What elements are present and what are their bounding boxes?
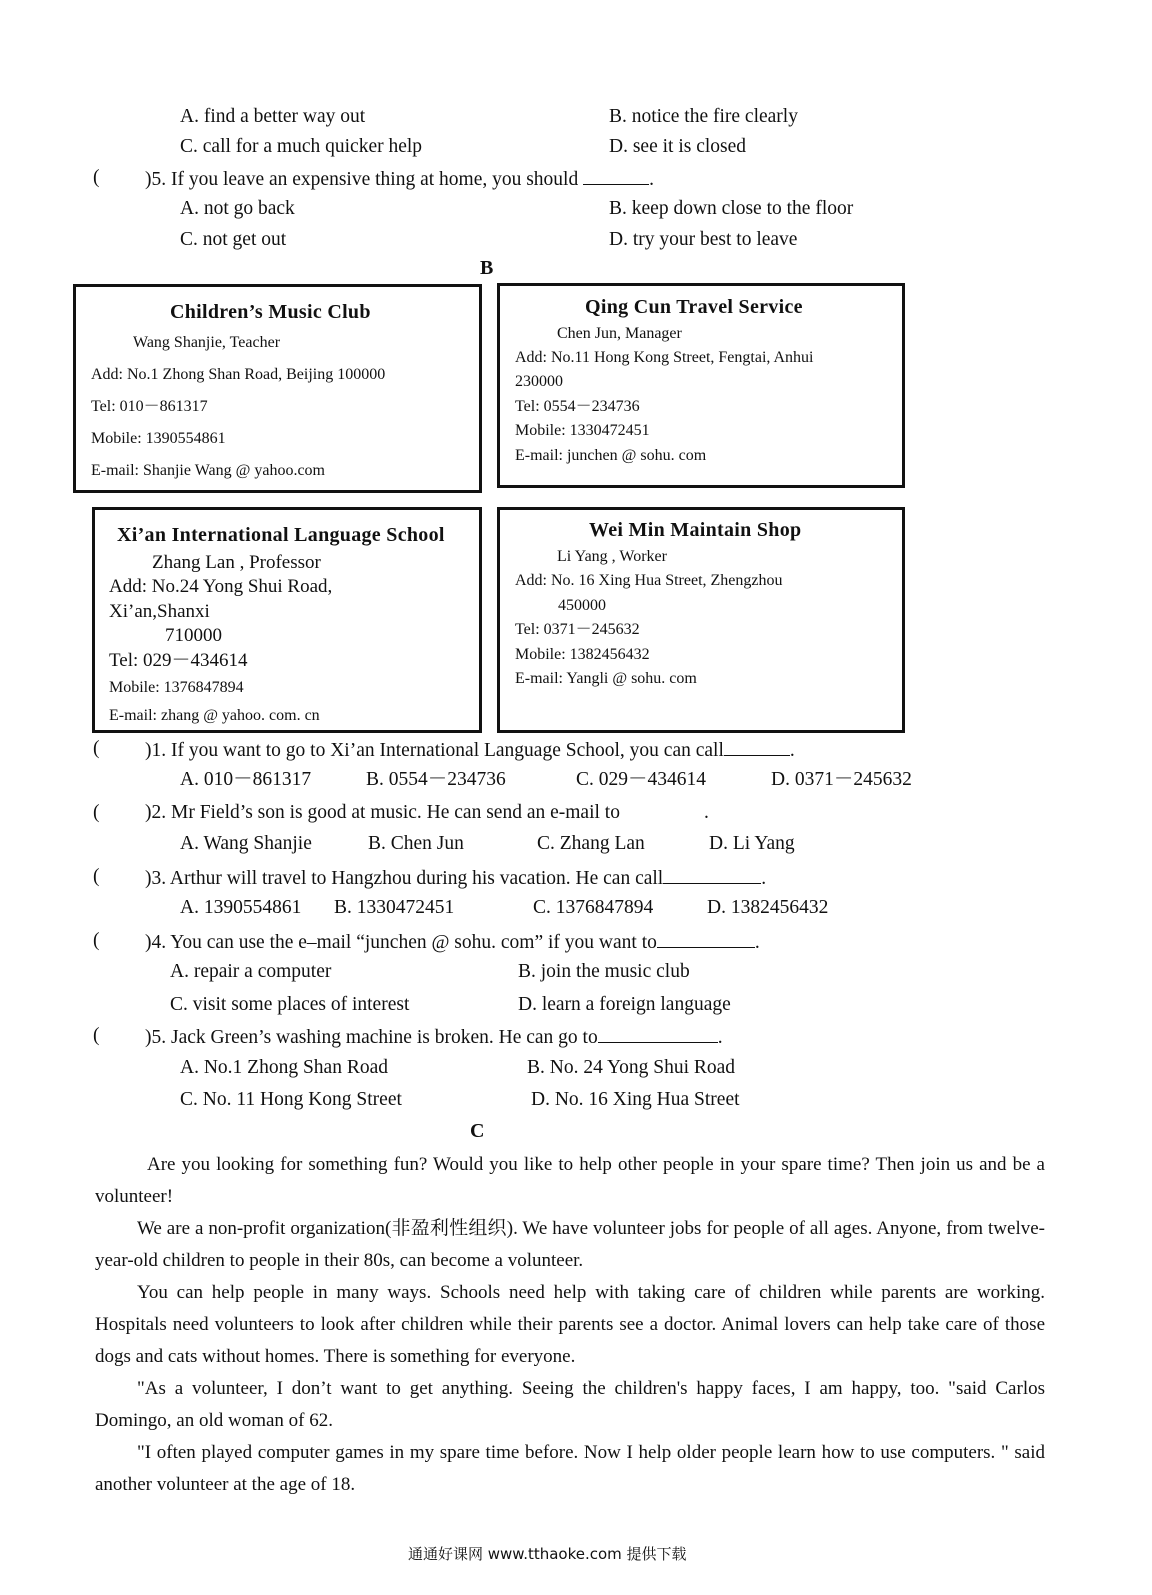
card-email: E-mail: zhang @ yahoo. com. cn	[109, 707, 320, 724]
card-title: Qing Cun Travel Service	[585, 296, 803, 318]
card-travel-service	[497, 283, 905, 488]
q5a-option-a: A. not go back	[180, 198, 295, 219]
answer-blank	[663, 865, 761, 884]
question-b1	[145, 737, 795, 763]
card-mobile: Mobile: 1382456432	[515, 646, 650, 663]
b1-option-a: A. 010－861317	[180, 769, 312, 790]
answer-blank	[724, 737, 790, 756]
answer-blank	[598, 1024, 718, 1043]
question-b4	[145, 929, 760, 955]
question-end: .	[754, 932, 760, 953]
b2-option-c: C. Zhang Lan	[537, 833, 645, 854]
card-language-school	[92, 507, 482, 733]
question-end: .	[717, 1027, 723, 1048]
card-mobile: Mobile: 1330472451	[515, 422, 650, 439]
b3-option-a: A. 1390554861	[180, 897, 302, 918]
q4-option-c: C. call for a much quicker help	[180, 136, 423, 157]
card-address: Add: No.11 Hong Kong Street, Fengtai, Anhui	[515, 349, 814, 366]
question-end: .	[761, 868, 767, 889]
paragraph-4: "As a volunteer, I don’t want to get anything. Seeing the children's happy faces, I am happy, too. "said Carlos Domingo, an old woman of 62.	[95, 1378, 1045, 1431]
card-name: Li Yang , Worker	[557, 548, 667, 565]
card-email: E-mail: Shanjie Wang @ yahoo.com	[91, 462, 325, 479]
b4-option-a: A. repair a computer	[170, 961, 332, 982]
card-mobile: Mobile: 1376847894	[109, 679, 244, 696]
card-tel: Tel: 029－434614	[109, 650, 248, 671]
card-tel: Tel: 0554－234736	[515, 398, 640, 415]
section-heading-b: B	[480, 257, 494, 279]
card-title: Xi’an International Language School	[117, 524, 445, 546]
q4-option-d: D. see it is closed	[609, 136, 747, 157]
question-paren: (	[93, 866, 100, 887]
answer-blank	[657, 929, 755, 948]
question-paren: (	[93, 167, 100, 188]
b5-option-c: C. No. 11 Hong Kong Street	[180, 1089, 402, 1110]
q5a-option-d: D. try your best to leave	[609, 229, 798, 250]
question-end: .	[703, 802, 709, 823]
question-text: )4. You can use the e–mail “junchen @ sohu. com” if you want to	[145, 932, 657, 953]
b4-option-c: C. visit some places of interest	[170, 994, 410, 1015]
q5a-option-b: B. keep down close to the floor	[609, 198, 854, 219]
card-address: Add: No.1 Zhong Shan Road, Beijing 100000	[91, 366, 386, 383]
question-paren: (	[93, 802, 100, 823]
question-end: .	[649, 169, 654, 190]
card-name: Wang Shanjie, Teacher	[133, 334, 281, 351]
b2-option-a: A. Wang Shanjie	[180, 833, 312, 854]
b4-option-d: D. learn a foreign language	[518, 994, 731, 1015]
paragraph-3: You can help people in many ways. Schools need help with taking care of children while parents are working. Hospitals need volunteers to look after children while their parents see a doctor. Animal lovers can help take care of those dogs and cats without homes. There is something for everyone.	[95, 1282, 1045, 1367]
question-paren: (	[93, 930, 100, 951]
paragraph-1: Are you looking for something fun? Would you like to help other people in your spare time? Then join us and be a volunteer!	[95, 1154, 1045, 1207]
card-address-zip: 710000	[165, 625, 222, 646]
b1-option-b: B. 0554－234736	[366, 769, 506, 790]
card-name: Chen Jun, Manager	[557, 325, 682, 342]
question-text: )5. Jack Green’s washing machine is broken. He can go to	[145, 1027, 598, 1048]
question-text: )5. If you leave an expensive thing at home, you should	[145, 169, 579, 190]
b2-option-b: B. Chen Jun	[368, 833, 464, 854]
question-end: .	[789, 740, 795, 761]
q5a-option-c: C. not get out	[180, 229, 287, 250]
card-address-zip: 450000	[558, 597, 606, 614]
question-b2	[145, 801, 709, 825]
card-title: Children’s Music Club	[170, 301, 371, 323]
card-title: Wei Min Maintain Shop	[589, 519, 802, 541]
section-heading-c: C	[470, 1120, 485, 1142]
question-paren: (	[93, 1025, 100, 1046]
b5-option-a: A. No.1 Zhong Shan Road	[180, 1057, 388, 1078]
card-email: E-mail: Yangli @ sohu. com	[515, 670, 697, 687]
question-text: )3. Arthur will travel to Hangzhou during his vacation. He can call	[145, 868, 664, 889]
footer-watermark: 通通好课网 www.tthaoke.com 提供下载	[408, 1545, 687, 1563]
b3-option-b: B. 1330472451	[334, 897, 455, 918]
question-b3	[145, 865, 766, 891]
q4-option-a: A. find a better way out	[180, 106, 366, 127]
question-text: )1. If you want to go to Xi’an International Language School, you can call	[145, 740, 724, 761]
question-b5	[145, 1024, 723, 1050]
paragraph-5: "I often played computer games in my spare time before. Now I help older people learn how to use computers. " said another volunteer at the age of 18.	[95, 1442, 1045, 1495]
paragraph-2: We are a non-profit organization(非盈利性组织). We have volunteer jobs for people of all ages. Anyone, from twelve-year-old children to people in their 80s, can become a volunteer.	[95, 1218, 1045, 1271]
card-address-city: Xi’an,Shanxi	[109, 601, 210, 622]
card-address: Add: No.24 Yong Shui Road,	[109, 576, 333, 597]
card-address-zip: 230000	[515, 373, 563, 390]
question-paren: (	[93, 738, 100, 759]
b3-option-d: D. 1382456432	[707, 897, 829, 918]
b5-option-d: D. No. 16 Xing Hua Street	[531, 1089, 740, 1110]
card-mobile: Mobile: 1390554861	[91, 430, 226, 447]
q4-option-b: B. notice the fire clearly	[609, 106, 798, 127]
card-tel: Tel: 010－861317	[91, 398, 208, 415]
b5-option-b: B. No. 24 Yong Shui Road	[527, 1057, 736, 1078]
question-a5	[145, 166, 654, 192]
b4-option-b: B. join the music club	[518, 961, 690, 982]
question-text: )2. Mr Field’s son is good at music. He can send an e-mail to	[145, 802, 620, 823]
card-email: E-mail: junchen @ sohu. com	[515, 447, 707, 464]
card-address: Add: No. 16 Xing Hua Street, Zhengzhou	[515, 572, 783, 589]
b3-option-c: C. 1376847894	[533, 897, 654, 918]
card-maintain-shop	[497, 507, 905, 733]
card-music-club	[73, 284, 482, 493]
b2-option-d: D. Li Yang	[709, 833, 795, 854]
b1-option-c: C. 029－434614	[576, 769, 707, 790]
answer-blank	[583, 166, 649, 185]
card-tel: Tel: 0371－245632	[515, 621, 640, 638]
card-name: Zhang Lan , Professor	[152, 552, 321, 573]
b1-option-d: D. 0371－245632	[771, 769, 912, 790]
